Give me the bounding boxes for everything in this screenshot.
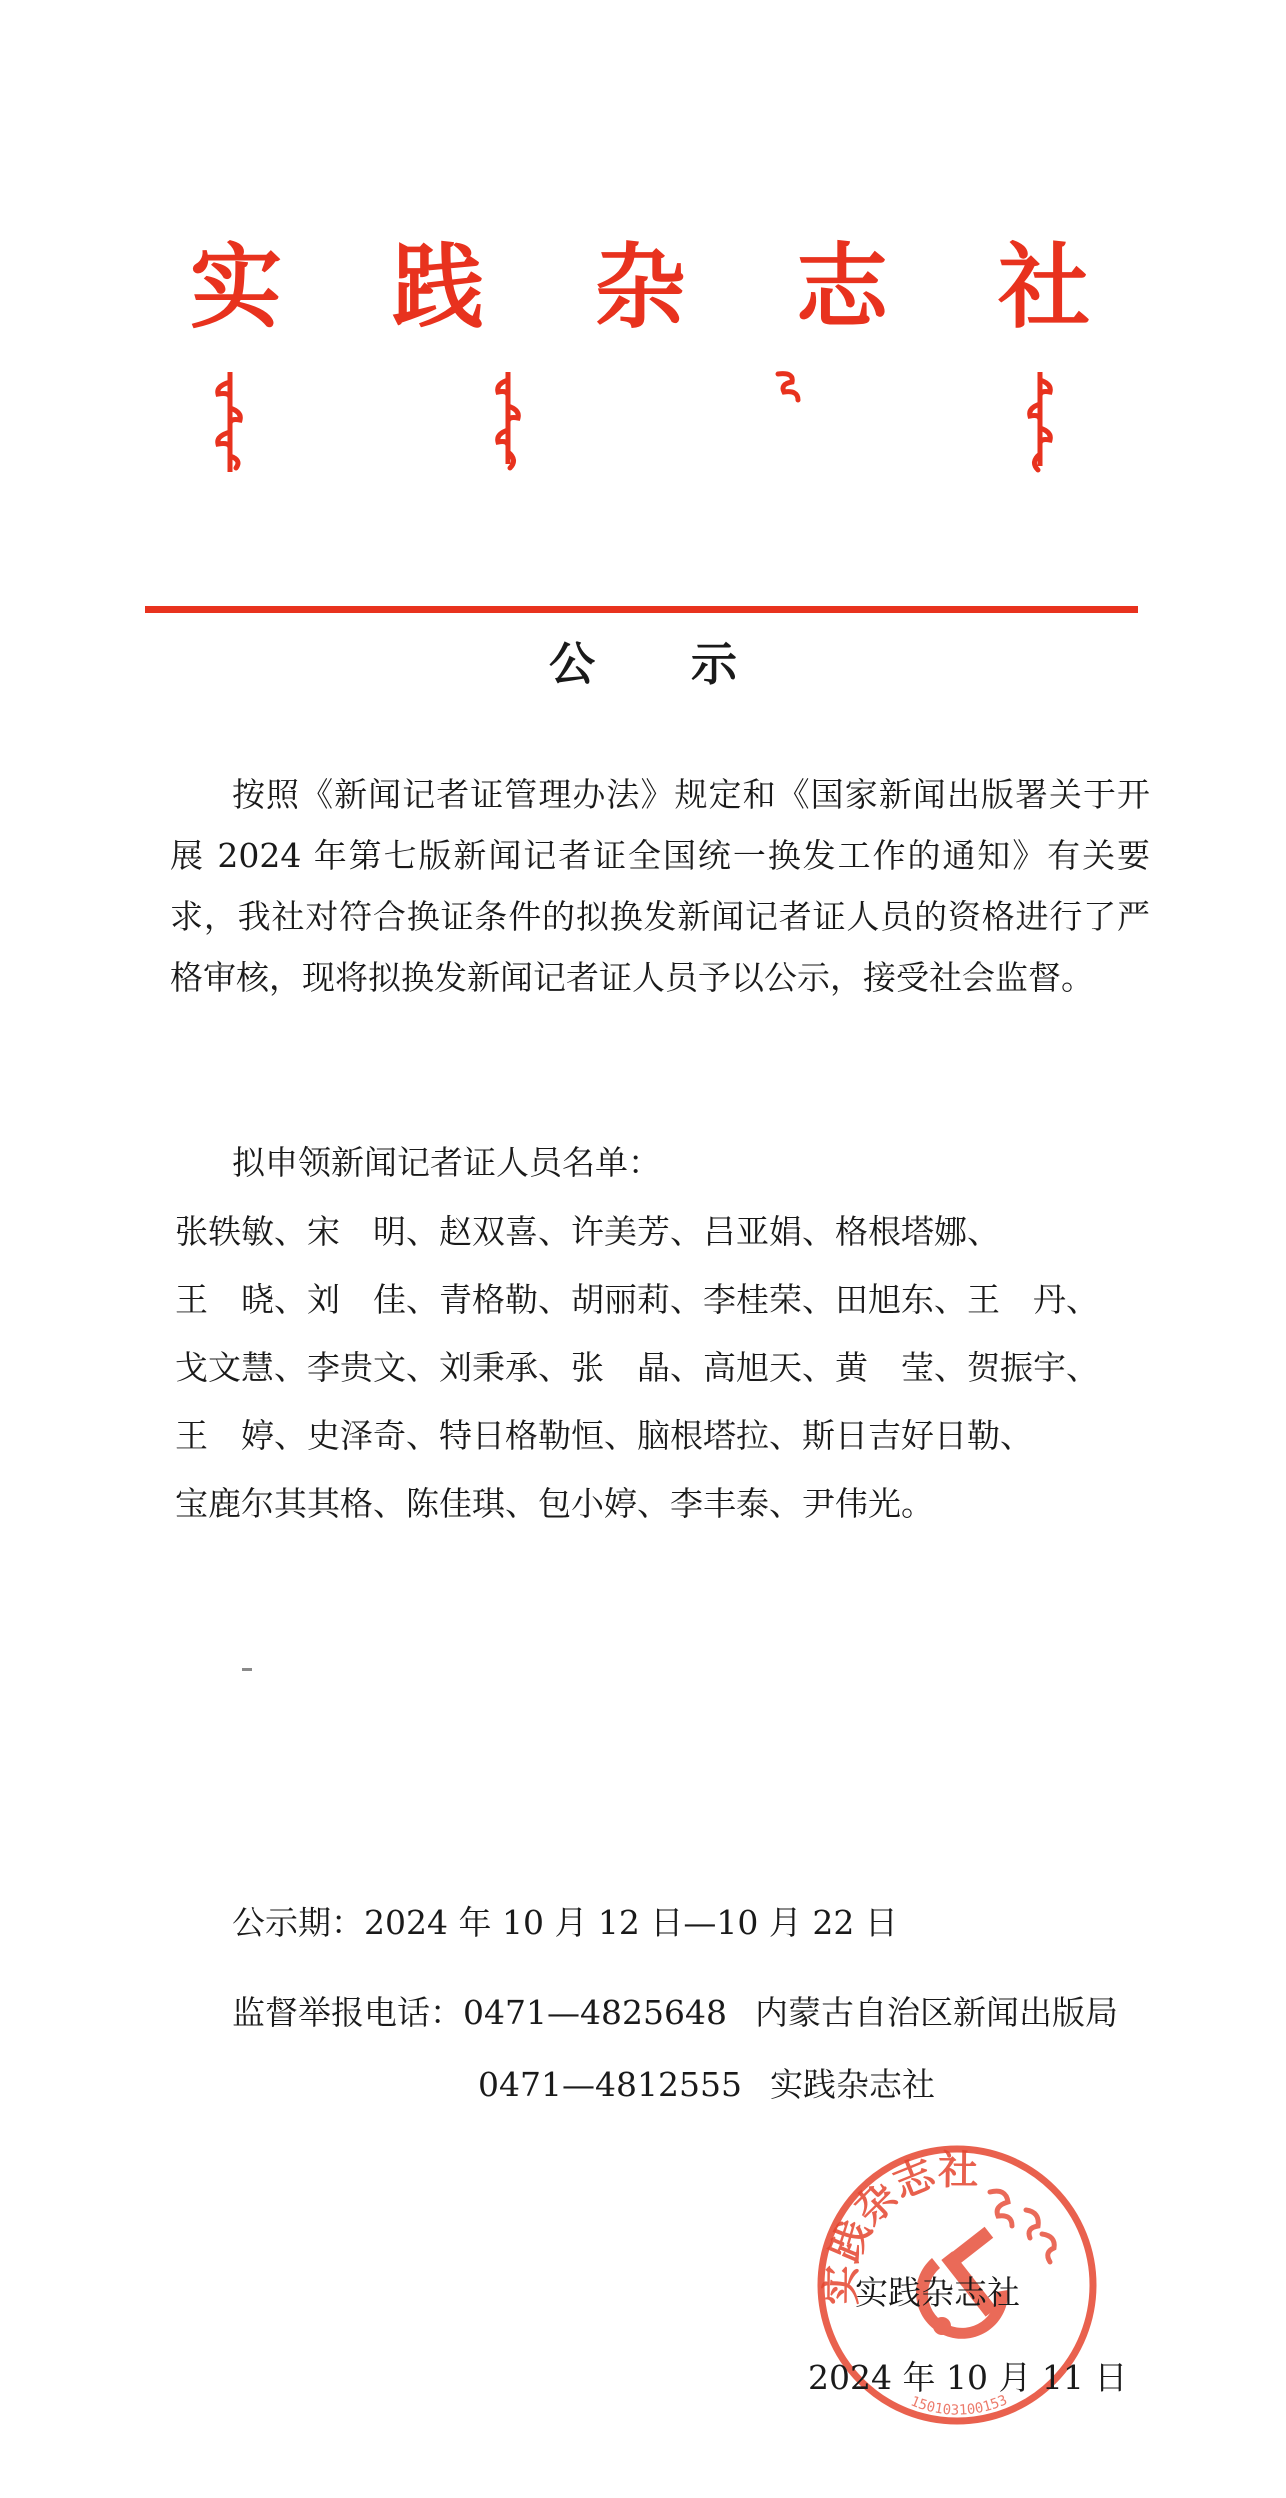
mongolian-script-logo (190, 368, 1090, 488)
mongolian-word-icon (210, 368, 250, 478)
hotline-org: 内蒙古自治区新闻出版局 (754, 1993, 1118, 2032)
letterhead-org-name (190, 225, 1090, 341)
letterhead-char: 社 (997, 233, 1090, 341)
notice-title: 公 示 (548, 637, 777, 691)
letterhead-char: 践 (391, 233, 484, 341)
name-list-line: 戈文慧、李贵文、刘秉承、张 晶、高旭天、黄 莹、贺振宇、 (175, 1348, 1099, 1387)
mongolian-word-icon (770, 368, 806, 408)
hotline-phone: 0471—4825648 (463, 1993, 727, 2032)
name-list-line: 王 晓、刘 佳、青格勒、胡丽莉、李桂荣、田旭东、王 丹、 (175, 1280, 1099, 1319)
letterhead-char: 实 (190, 233, 283, 341)
scan-artifact (242, 1668, 252, 1671)
hotline-label: 监督举报电话： (232, 1993, 463, 2032)
name-list-line: 宝鹿尔其其格、陈佳琪、包小婷、李丰泰、尹伟光。 (175, 1484, 934, 1523)
hotline-row (232, 1982, 1118, 2043)
letterhead-char: 杂 (593, 233, 686, 341)
signature-date: 2024 年 10 月 11 日 (808, 2358, 1128, 2397)
signature-org: 实践杂志社 (855, 2273, 1020, 2312)
hotline-org: 实践杂志社 (769, 2065, 935, 2104)
name-list-heading: 拟申领新闻记者证人员名单： (232, 1143, 661, 1182)
seal-serial: 150103100153 (908, 2392, 1010, 2419)
name-list (175, 1198, 1150, 1538)
hotline-row (478, 2054, 935, 2115)
mongolian-word-icon (488, 368, 528, 478)
hotline-phone: 0471—4812555 (478, 2065, 742, 2104)
notice-period: 公示期：2024 年 10 月 12 日—10 月 22 日 (232, 1903, 898, 1942)
header-divider (145, 606, 1138, 613)
seal-text: 实践杂志社 (818, 2146, 979, 2306)
mongolian-word-icon (1020, 368, 1060, 478)
name-list-line: 张轶敏、宋 明、赵双喜、许美芳、吕亚娟、格根塔娜、 (175, 1212, 1000, 1251)
letterhead-char: 志 (795, 233, 888, 341)
name-list-line: 王 婷、史泽奇、特日格勒恒、脑根塔拉、斯日吉好日勒、 (175, 1416, 1033, 1455)
notice-paragraph: 按照《新闻记者证管理办法》规定和《国家新闻出版署关于开展 2024 年第七版新闻记者证全国统一换发工作的通知》有关要求，我社对符合换证条件的拟换发新闻记者证人员的资格进行了严格审核，现将拟换发新闻记者证人员予以公示，接受社会监督。 (170, 775, 1150, 997)
